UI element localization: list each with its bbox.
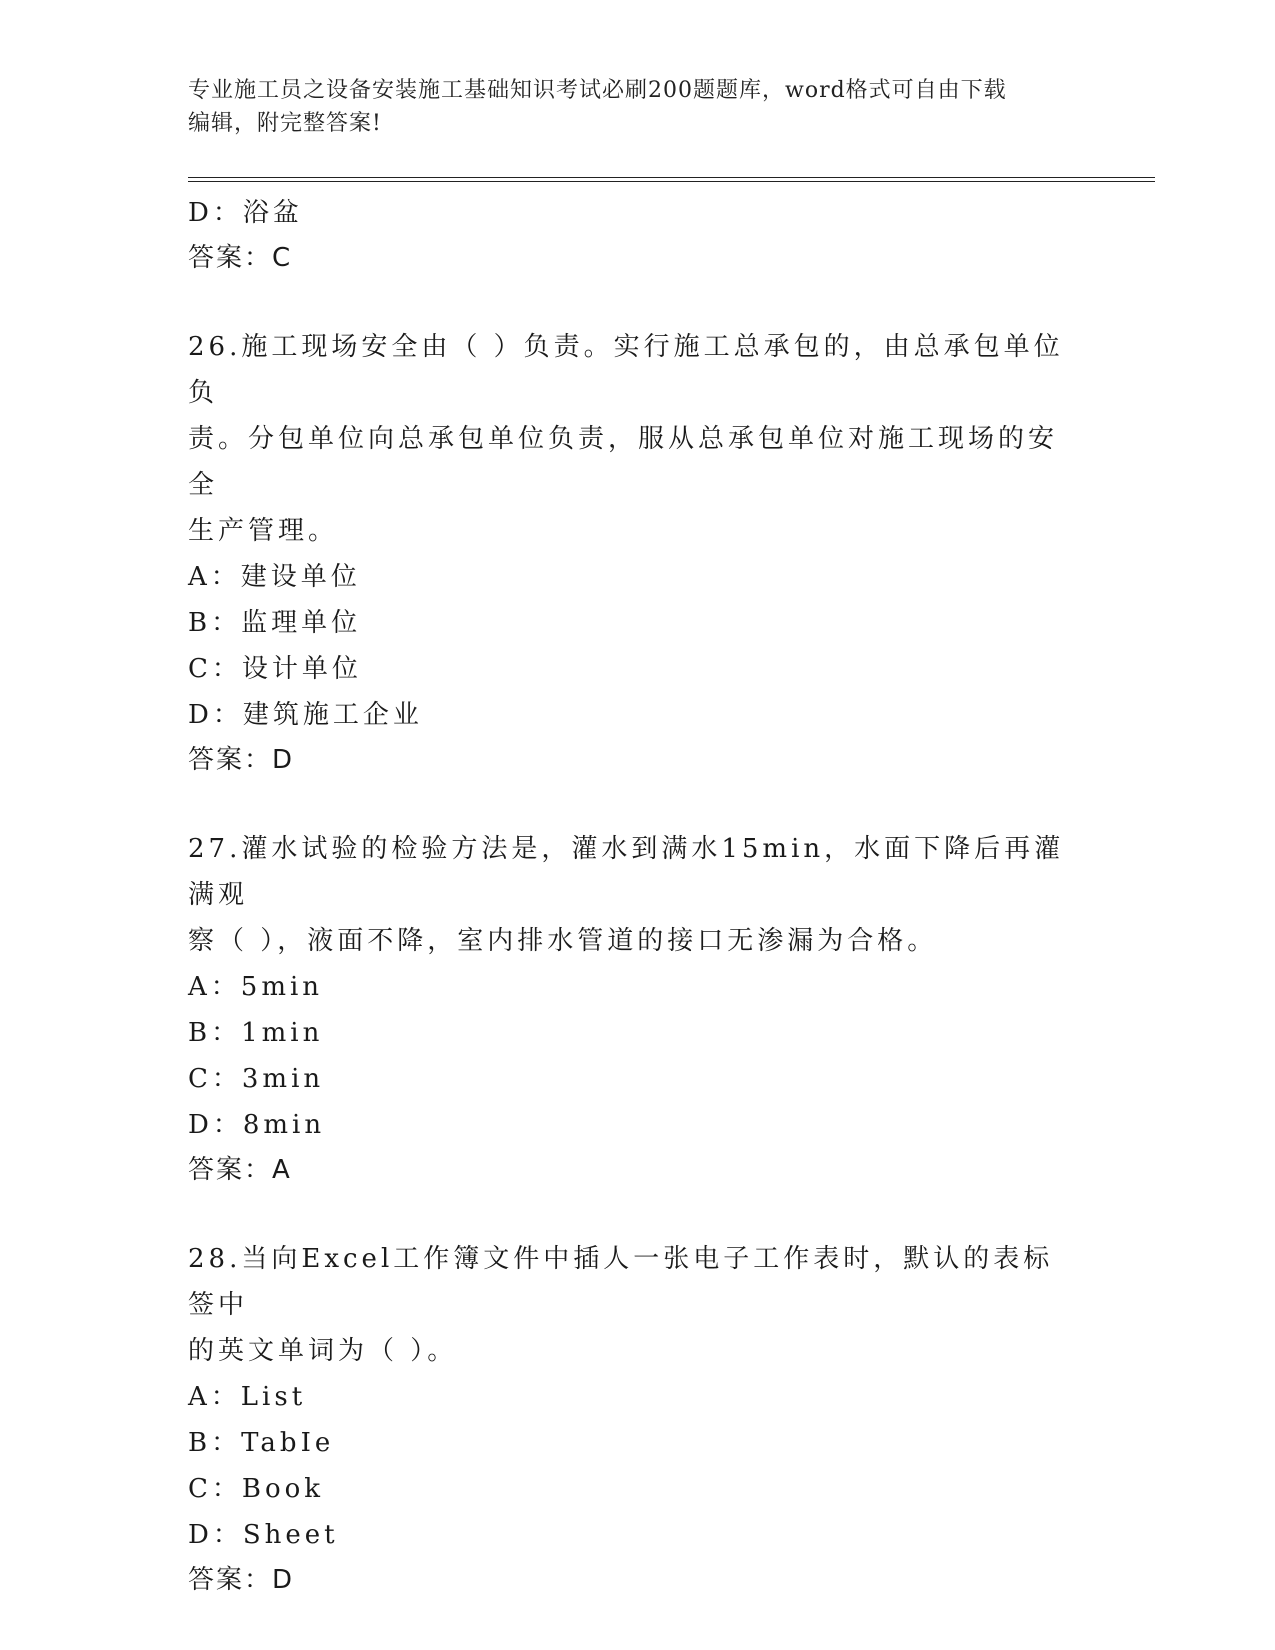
header-title-line-2: 编辑，附完整答案! [188, 111, 382, 136]
question-text-line: 生产管理。 [188, 516, 339, 546]
option-a: A：5min [188, 972, 324, 1002]
answer-line: 答案：D [188, 745, 295, 775]
question-26 [188, 324, 1088, 782]
option-c: C：3min [188, 1064, 325, 1094]
previous-question-tail [188, 190, 1088, 280]
header-title-line-1: 专业施工员之设备安装施工基础知识考试必刷200题题库，word格式可自由下载 [188, 78, 1007, 103]
question-text [188, 324, 1068, 554]
question-text-line: 察（ ），液面不降，室内排水管道的接口无渗漏为合格。 [188, 926, 938, 956]
option-d: D：Sheet [188, 1520, 339, 1550]
option-a: A：List [188, 1382, 307, 1412]
document-header [188, 74, 1068, 140]
option-d: D：浴盆 [188, 198, 303, 228]
answer-line: 答案：A [188, 1155, 292, 1185]
header-divider-top [188, 177, 1155, 178]
header-divider-bottom [188, 181, 1155, 182]
answer-line: 答案：D [188, 1565, 295, 1595]
question-text-line: 26.施工现场安全由（ ）负责。实行施工总承包的，由总承包单位负 [188, 332, 1064, 408]
question-text-line: 的英文单词为（ ）。 [188, 1336, 458, 1366]
option-d: D：建筑施工企业 [188, 700, 423, 730]
answer-line: 答案：C [188, 243, 293, 273]
option-b: B：监理单位 [188, 608, 362, 638]
document-body [188, 190, 1088, 1602]
option-c: C：设计单位 [188, 654, 362, 684]
option-c: C：Book [188, 1474, 325, 1504]
question-text-line: 责。分包单位向总承包单位负责，服从总承包单位对施工现场的安全 [188, 424, 1059, 500]
question-27 [188, 826, 1088, 1192]
option-b: B：TabIe [188, 1428, 335, 1458]
question-text-line: 28.当向Excel工作簿文件中插人一张电子工作表时，默认的表标签中 [188, 1244, 1054, 1320]
question-text-line: 27.灌水试验的检验方法是，灌水到满水15min，水面下降后再灌满观 [188, 834, 1065, 910]
question-text [188, 826, 1068, 964]
option-b: B：1min [188, 1018, 324, 1048]
option-a: A：建设单位 [188, 562, 361, 592]
option-d: D：8min [188, 1110, 326, 1140]
question-28 [188, 1236, 1088, 1602]
question-text [188, 1236, 1068, 1374]
